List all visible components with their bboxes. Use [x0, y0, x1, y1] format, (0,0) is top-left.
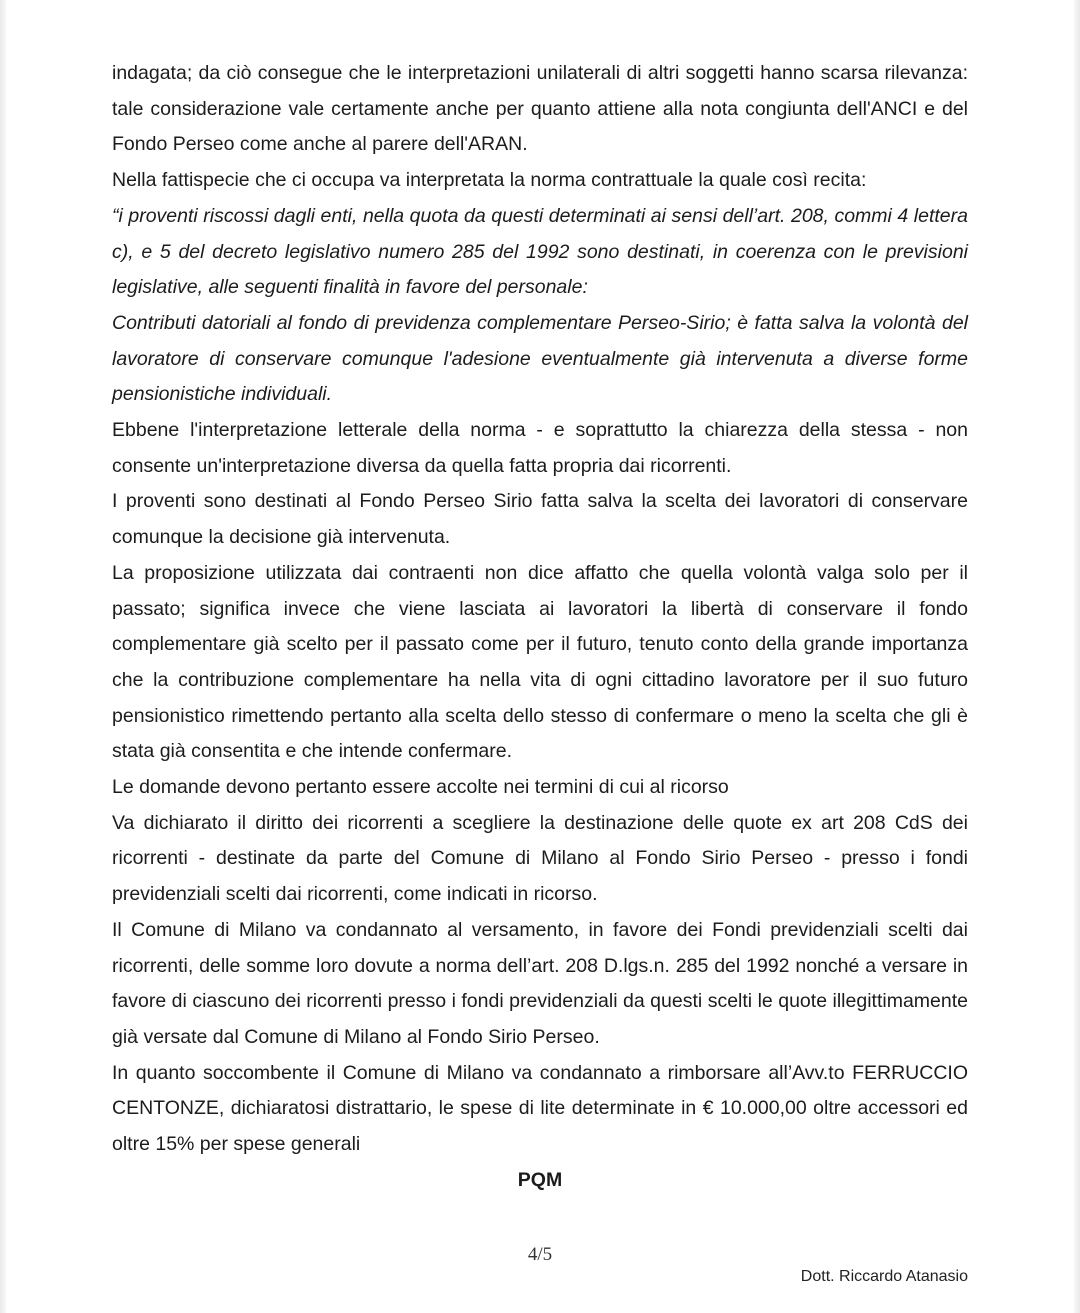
page-edge-left	[0, 0, 6, 1313]
paragraph-interpretation: Ebbene l'interpretazione letterale della norma - e soprattutto la chiarezza della stessa - non consente un'interpretazione diversa da quella fatta propria dai ricorrenti.	[112, 419, 968, 477]
paragraph-2: Nella fattispecie che ci occupa va interpretata la norma contrattuale la quale così recita:	[112, 169, 867, 192]
paragraph-requests: Le domande devono pertanto essere accolte nei termini di cui al ricorso	[112, 776, 729, 799]
quoted-norm-contributions: Contributi datoriali al fondo di previdenza complementare Perseo-Sirio; è fatta salva la volontà del lavoratore di conservare comunque l'adesione eventualmente già intervenuta a diverse forme pensionistiche individuali.	[112, 311, 968, 406]
quoted-norm-paragraph: “i proventi riscossi dagli enti, nella quota da questi determinati ai sensi dell’art. 208, commi 4 lettera c), e 5 del decreto legislativo numero 285 del 1992 sono destinati, in coerenza con le previsioni legislative, alle seguenti finalità in favore del personale:	[112, 204, 968, 299]
paragraph-proceeds: I proventi sono destinati al Fondo Perseo Sirio fatta salva la scelta dei lavoratori di conservare comunque la decisione già intervenuta.	[112, 490, 968, 549]
paragraph-right-declared: Va dichiarato il diritto dei ricorrenti a scegliere la destinazione delle quote ex art 208 CdS dei ricorrenti - destinate da parte del Comune di Milano al Fondo Sirio Perseo - presso i fondi previdenziali scelti dai ricorrenti, come indicati in ricorso.	[112, 811, 968, 906]
paragraph-condemnation: Il Comune di Milano va condannato al versamento, in favore dei Fondi previdenziali scelti dai ricorrenti, delle somme loro dovute a norma dell’art. 208 D.lgs.n. 285 del 1992 nonché a versare in favore di ciascuno dei ricorrenti presso i fondi previdenziali da questi scelti le quote illegittimamente già versate dal Comune di Milano al Fondo Sirio Perseo.	[112, 918, 968, 1048]
paragraph-proposition: La proposizione utilizzata dai contraenti non dice affatto che quella volontà valga solo per il passato; significa invece che viene lasciata ai lavoratori la libertà di conservare il fondo complementare già scelto per il passato come per il futuro, tenuto conto della grande importanza che la contribuzione complementare ha nella vita di ogni cittadino lavoratore per il suo futuro pensionistico rimettendo pertanto alla scelta dello stesso di confermare o meno la scelta che gli è stata già consentita e che intende confermare.	[112, 561, 968, 763]
page-edge-right	[1074, 0, 1080, 1313]
pqm-heading: PQM	[517, 1168, 563, 1191]
paragraph-costs: In quanto soccombente il Comune di Milano va condannato a rimborsare all’Avv.to FERRUCCIO CENTONZE, dichiaratosi distrattario, le spese di lite determinate in € 10.000,00 oltre accessori ed oltre 15% per spese generali	[112, 1061, 968, 1156]
page-number: 4/5	[527, 1244, 553, 1265]
judge-signature: Dott. Riccardo Atanasio	[800, 1268, 968, 1285]
paragraph-1: indagata; da ciò consegue che le interpretazioni unilaterali di altri soggetti hanno scarsa rilevanza: tale considerazione vale certamente anche per quanto attiene alla nota congiunta dell'ANCI e del Fondo Perseo come anche al parere dell'ARAN.	[112, 62, 968, 156]
document-body	[112, 56, 968, 1199]
